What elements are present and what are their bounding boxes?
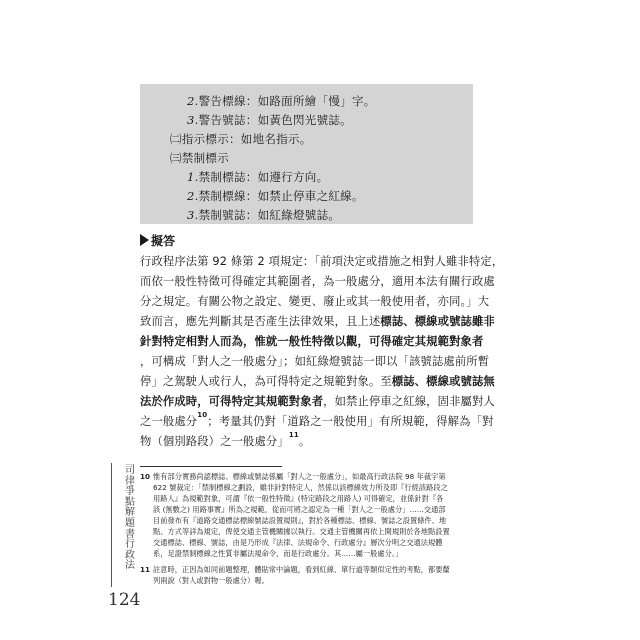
body-line: 致而言，應先判斷其是否產生法律效果，且上述標誌、標線或號誌雖非 — [140, 315, 495, 328]
book-title: 司律爭點解題書 行政法 — [125, 465, 135, 572]
box-item: 3.禁制號誌：如紅綠燈號誌。 — [187, 208, 341, 222]
footnote-line: 用路人』為規範對象，可謂『依一般性特徵』(特定路段之用路人) 可得確定，並係針對『各 — [153, 494, 444, 503]
footnote-line: 目前發布有『道路交通標誌標線號誌設置規則』，對於各種標誌、標線、號誌之設置條件、地 — [153, 516, 447, 525]
page-number: 124 — [108, 590, 141, 610]
footnote-ref[interactable]: 10 — [197, 411, 208, 419]
box-item: 2.警告標線：如路面所繪「慢」字。 — [187, 94, 376, 108]
footnote-divider — [140, 466, 282, 467]
body-line: 之一般處分$^{10}$；考量其仍對「道路之一般使用」有所規範，得解為「對 — [140, 411, 494, 428]
footnote-line: 系，足證禁制標線之性質非屬法規命令，而是行政處分。其……屬一般處分。」 — [153, 549, 403, 558]
section-heading: 擬答 — [140, 232, 175, 249]
body-line: ，可構成「對人之一般處分」；如紅綠燈號誌一即以「該號誌處前所暫 — [140, 355, 490, 368]
body-line: 停」之駕駛人或行人，為可得特定之規範對象。至標誌、標線或號誌無 — [140, 375, 495, 388]
triangle-icon — [140, 234, 149, 246]
footnote-line: 10 惟有部分實務尚認標誌、標線或號誌係屬「對人之一般處分」，如最高行政法院 98 年裁字第 — [140, 472, 446, 481]
box-item: ㈢禁制標示 — [170, 151, 229, 165]
body-line: 物（個別路段）之一般處分」$^{11}$。 — [140, 431, 311, 448]
box-item: 3.警告號誌：如黃色閃光號誌。 — [187, 113, 352, 127]
body-line: 分之規定。有關公物之設定、變更、廢止或其一般使用者，亦同。」大 — [140, 295, 490, 308]
body-line: 而依一般性特徵可得確定其範圍者，為一般處分，適用本法有關行政處 — [140, 275, 495, 288]
box-item: ㈡指示標示：如地名指示。 — [170, 132, 312, 146]
sidebar-divider — [111, 463, 112, 587]
footnote-line: 點、方式等詳為規定，俾使交通主管機關據以執行。交通主管機關再依上開規則於各地點設置 — [153, 527, 450, 536]
body-line: 針對特定相對人而為，惟就一般性特徵以觀，可得確定其規範對象者 — [140, 335, 484, 348]
box-item: 1.禁制標誌：如遵行方向。 — [187, 170, 329, 184]
footnote-line: 交通標誌、標線、號誌，由是乃形成『法律、法規命令、行政處分』層次分明之交通法規體 — [153, 538, 443, 547]
footnote-line: 11 註意時，正因為如同前題整理，體貼常中論題，看到紅線、單行道等類似定性的考點，都要釐 — [140, 565, 450, 574]
body-line: 行政程序法第 92 條第 2 項規定：「前項決定或措施之相對人雖非特定， — [140, 255, 504, 268]
example-box — [140, 84, 473, 224]
footnote-line: 622 號裁定：「禁制標線之劃設，雖非針對特定人，然係以該標線效力所及即『行經該路段之 — [153, 483, 448, 492]
body-line: 法於作成時，可得特定其規範對象者，如禁止停車之紅線，固非屬對人 — [140, 395, 495, 408]
box-item: 2.禁制標線：如禁止停車之紅線。 — [187, 189, 364, 203]
footnote-ref[interactable]: 11 — [288, 431, 299, 439]
footnote-line: 列兩說（對人或對物一般處分）喔。 — [153, 576, 269, 585]
footnote-line: 該 (無數之) 用路事實』所為之規範，從而可將之認定為一種「對人之一般處分」……交通部 — [153, 505, 446, 514]
